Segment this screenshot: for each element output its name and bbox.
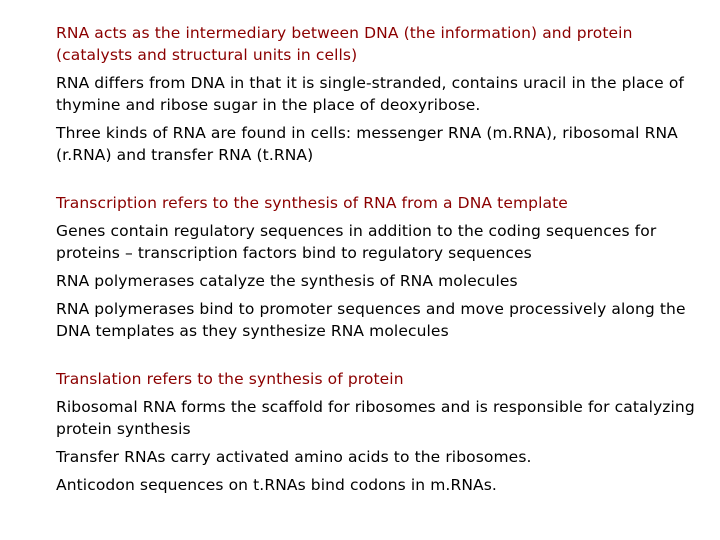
rna-differs-text: RNA differs from DNA in that it is single-stranded, contains uracil in the place of thymine and ribose sugar in the place of deoxyribose. <box>56 74 684 114</box>
polymerases-bind-text: RNA polymerases bind to promoter sequences and move processively along the DNA templates as they synthesize RNA molecules <box>56 300 686 340</box>
transfer-rna-text: Transfer RNAs carry activated amino acids to the ribosomes. <box>56 448 532 466</box>
section-divider <box>56 348 696 368</box>
polymerases-catalyze-text: RNA polymerases catalyze the synthesis of RNA molecules <box>56 272 518 290</box>
section-rna-overview <box>56 22 696 166</box>
rna-intermediary-text: RNA acts as the intermediary between DNA (the information) and protein (catalysts and structural units in cells) <box>56 24 633 64</box>
transcription-heading: Transcription refers to the synthesis of RNA from a DNA template <box>56 194 568 212</box>
section-transcription <box>56 192 696 342</box>
section-divider <box>56 172 696 192</box>
genes-regulatory-text: Genes contain regulatory sequences in addition to the coding sequences for proteins – transcription factors bind to regulatory sequences <box>56 222 657 262</box>
section-translation <box>56 368 696 496</box>
anticodon-text: Anticodon sequences on t.RNAs bind codons in m.RNAs. <box>56 476 497 494</box>
ribosomal-rna-text: Ribosomal RNA forms the scaffold for ribosomes and is responsible for catalyzing protein synthesis <box>56 398 695 438</box>
slide-content <box>56 22 696 502</box>
translation-heading: Translation refers to the synthesis of protein <box>56 370 404 388</box>
rna-kinds-text: Three kinds of RNA are found in cells: messenger RNA (m.RNA), ribosomal RNA (r.RNA) and transfer RNA (t.RNA) <box>56 124 678 164</box>
